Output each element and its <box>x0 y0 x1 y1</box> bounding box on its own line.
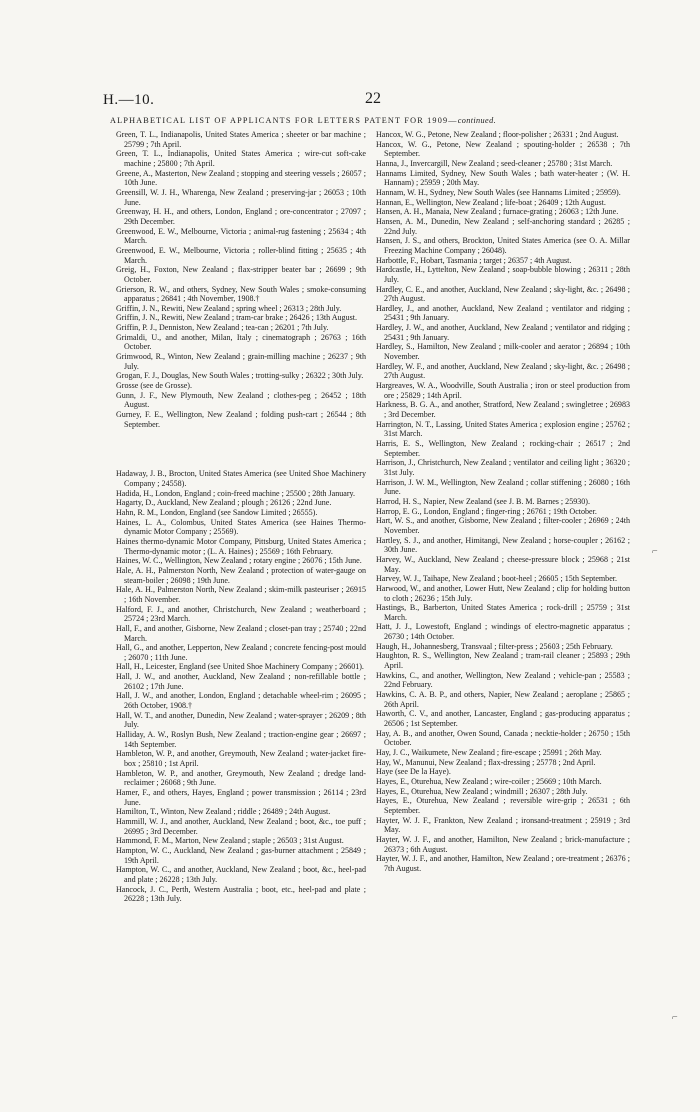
list-entry: Hayes, E., Oturehua, New Zealand ; wire-coiler ; 25669 ; 10th March. <box>376 776 602 786</box>
margin-mark: ⌐ <box>672 1012 678 1023</box>
list-entry: Griffin, P. J., Denniston, New Zealand ; tea-can ; 26201 ; 7th July. <box>116 323 329 333</box>
page-number: 22 <box>365 90 381 107</box>
list-entry: Harwood, W., and another, Lower Hutt, New Zealand ; clip for holding button to cloth ; 26236 ; 15th July. <box>376 583 630 603</box>
list-entry: Haines, L. A., Colombus, United States America (see Haines Thermo-dynamic Motor Company ; 25569). <box>116 517 366 537</box>
list-entry: Harkness, B. G. A., and another, Stratford, New Zealand ; swingletree ; 26983 ; 3rd December. <box>376 400 630 420</box>
list-entry: Hadida, H., London, England ; coin-freed machine ; 25500 ; 28th January. <box>116 488 356 498</box>
list-entry: Haye (see De la Haye). <box>376 767 451 777</box>
list-entry: Haughton, R. S., Wellington, New Zealand ; tram-rail cleaner ; 25893 ; 29th April. <box>376 651 630 671</box>
list-entry: Haines thermo-dynamic Motor Company, Pittsburg, United States America ; Thermo-dynamic motor ; (L. A. Haines) ; 25569 ; 16th February. <box>116 536 366 556</box>
list-entry: Hansen, A. M., Dunedin, New Zealand ; self-anchoring standard ; 26285 ; 22nd July. <box>376 216 630 236</box>
margin-mark: ⌐ <box>652 546 658 557</box>
list-entry: Hagarty, D., Auckland, New Zealand ; plough ; 26126 ; 22nd June. <box>116 498 332 508</box>
list-entry: Green, T. L., Indianapolis, United States America ; wire-cut soft-cake machine ; 25800 ; 7th April. <box>116 149 366 168</box>
list-entry: Hancox, W. G., Petone, New Zealand ; spouting-holder ; 26538 ; 7th September. <box>376 139 630 159</box>
list-entry: Hardley, J. W., and another, Auckland, New Zealand ; ventilator and ridging ; 25431 ; 9th January. <box>376 323 630 342</box>
list-entry: Hadaway, J. B., Brocton, United States America (see United Shoe Machinery Company ; 24558). <box>116 469 366 488</box>
list-entry: Hampton, W. C., Auckland, New Zealand ; gas-burner attachment ; 25849 ; 19th April. <box>116 845 366 865</box>
list-entry: Hardley, S., Hamilton, New Zealand ; milk-cooler and aerator ; 26894 ; 10th November. <box>376 342 630 362</box>
list-entry: Griffin, J. N., Rewiti, New Zealand ; spring wheel ; 26313 ; 28th July. <box>116 303 342 313</box>
left-column <box>116 130 366 904</box>
list-entry: Harvey, W., Auckland, New Zealand ; cheese-pressure block ; 25968 ; 21st May. <box>376 554 630 574</box>
list-entry: Hall, F., and another, Gisborne, New Zealand ; closet-pan tray ; 25740 ; 22nd March. <box>116 623 366 643</box>
list-entry: Hay, J. C., Waikumete, New Zealand ; fire-escape ; 25991 ; 26th May. <box>376 748 602 757</box>
title-continued: continued. <box>457 116 497 125</box>
left-entries-h <box>116 469 366 904</box>
list-entry: Hannam, W. H., Sydney, New South Wales (see Hannams Limited ; 25959). <box>376 187 621 197</box>
list-entry: Hancox, W. G., Petone, New Zealand ; floor-polisher ; 26331 ; 2nd August. <box>376 130 619 139</box>
list-entry: Hambleton, W. P., and another, Greymouth, New Zealand ; dredge land-reclaimer ; 26068 ; 9th June. <box>116 768 366 788</box>
list-entry: Hancock, J. C., Perth, Western Australia ; boot, etc., heel-pad and plate ; 26228 ; 13th July. <box>116 884 366 904</box>
list-entry: Hardley, C. E., and another, Auckland, New Zealand ; sky-light, &c. ; 26498 ; 27th August. <box>376 284 630 304</box>
list-entry: Hannams Limited, Sydney, New South Wales ; bath water-heater ; (W. H. Hannam) ; 25959 ; 20th May. <box>376 168 630 188</box>
list-entry: Harrison, J. W. M., Wellington, New Zealand ; collar stiffening ; 26080 ; 16th June. <box>376 477 630 497</box>
list-entry: Harrop, E. G., London, England ; finger-ring ; 26761 ; 19th October. <box>376 506 597 516</box>
page-header <box>103 92 623 112</box>
list-entry: Greenwood, E. W., Melbourne, Victoria ; roller-blind fitting ; 25635 ; 4th March. <box>116 245 366 265</box>
list-entry: Hayter, W. J. F., and another, Hamilton, New Zealand ; brick-manufacture ; 26373 ; 6th August. <box>376 834 630 854</box>
list-entry: Hambleton, W. P., and another, Greymouth, New Zealand ; water-jacket fire-box ; 25810 ; 1st April. <box>116 749 366 769</box>
list-entry: Gunn, J. F., New Plymouth, New Zealand ; clothes-peg ; 26452 ; 18th August. <box>116 390 366 410</box>
list-entry: Hay, W., Manunui, New Zealand ; flax-dressing ; 25778 ; 2nd April. <box>376 757 596 767</box>
document-code: H.—10. <box>103 92 155 108</box>
list-entry: Hardcastle, H., Lyttelton, New Zealand ; soap-bubble blowing ; 26311 ; 28th July. <box>376 265 630 284</box>
list-entry: Grierson, R. W., and others, Sydney, New South Wales ; smoke-consuming apparatus ; 26841 ; 4th November, 1908.† <box>116 284 366 304</box>
list-entry: Hayter, W. J. F., and another, Hamilton, New Zealand ; ore-treatment ; 26376 ; 7th August. <box>376 854 630 873</box>
list-entry: Grosse (see de Grosse). <box>116 381 192 391</box>
list-entry: Greensill, W. J. H., Wharenga, New Zealand ; preserving-jar ; 26053 ; 10th June. <box>116 187 366 207</box>
list-entry: Hall, J. W., and another, Auckland, New Zealand ; non-refillable bottle ; 26102 ; 17th June. <box>116 672 366 691</box>
list-entry: Hastings, B., Barberton, United States America ; rock-drill ; 25759 ; 31st March. <box>376 603 630 622</box>
list-entry: Hannan, E., Wellington, New Zealand ; life-boat ; 26409 ; 12th August. <box>376 197 606 207</box>
list-entry: Hammond, F. M., Marton, New Zealand ; staple ; 26503 ; 31st August. <box>116 836 344 846</box>
list-entry: Hardley, J., and another, Auckland, New Zealand ; ventilator and ridging ; 25431 ; 9th January. <box>376 303 630 323</box>
list-entry: Harrison, J., Christchurch, New Zealand ; ventilator and ceiling light ; 36320 ; 31st July. <box>376 458 630 477</box>
list-entry: Hardley, W. F., and another, Auckland, New Zealand ; sky-light, &c. ; 26498 ; 27th August. <box>376 361 630 381</box>
list-entry: Hayes, E., Oturehua, New Zealand ; reversible wire-grip ; 26531 ; 6th September. <box>376 796 630 815</box>
list-entry: Hall, W. T., and another, Dunedin, New Zealand ; water-sprayer ; 26209 ; 8th July. <box>116 710 366 730</box>
list-entry: Harvey, W. J., Taihape, New Zealand ; boot-heel ; 26605 ; 15th September. <box>376 574 618 584</box>
list-entry: Hahn, R. M., London, England (see Sandow Limited ; 26555). <box>116 507 318 517</box>
list-entry: Grogan, F. J., Douglas, New South Wales ; trotting-sulky ; 26322 ; 30th July. <box>116 371 364 381</box>
list-entry: Hamer, F., and others, Hayes, England ; power transmission ; 26114 ; 23rd June. <box>116 788 366 807</box>
list-entry: Hawkins, C. A. B. P., and others, Napier, New Zealand ; aeroplane ; 25865 ; 26th April. <box>376 690 630 709</box>
list-entry: Hart, W. S., and another, Gisborne, New Zealand ; filter-cooler ; 26969 ; 24th November. <box>376 516 630 535</box>
right-column <box>376 130 630 874</box>
list-entry: Hall, G., and another, Lepperton, New Zealand ; concrete fencing-post mould ; 26070 ; 11th June. <box>116 643 366 662</box>
list-entry: Greene, A., Masterton, New Zealand ; stopping and steering vessels ; 26057 ; 10th June. <box>116 168 366 188</box>
list-entry: Gurney, F. E., Wellington, New Zealand ; folding push-cart ; 26544 ; 8th September. <box>116 410 366 429</box>
list-entry: Harris, E. S., Wellington, New Zealand ; rocking-chair ; 26517 ; 2nd September. <box>376 439 630 458</box>
list-entry: Haugh, H., Johannesberg, Transvaal ; filter-press ; 25603 ; 25th February. <box>376 641 613 651</box>
list-entry: Greig, H., Foxton, New Zealand ; flax-stripper beater bar ; 26699 ; 9th October. <box>116 265 366 284</box>
page-title <box>110 116 650 125</box>
left-entries-g <box>116 130 366 429</box>
section-gap <box>116 429 366 469</box>
list-entry: Hartley, S. J., and another, Himitangi, New Zealand ; horse-coupler ; 26162 ; 30th June. <box>376 535 630 555</box>
list-entry: Hanna, J., Invercargill, New Zealand ; seed-cleaner ; 25780 ; 31st March. <box>376 158 613 168</box>
list-entry: Harrod, H. S., Napier, New Zealand (see J. B. M. Barnes ; 25930). <box>376 496 590 506</box>
list-entry: Greenway, H. H., and others, London, England ; ore-concentrator ; 27097 ; 29th December. <box>116 207 366 226</box>
list-entry: Hale, A. H., Palmerston North, New Zealand ; skim-milk pasteuriser ; 26915 ; 16th November. <box>116 585 366 604</box>
list-entry: Hall, H., Leicester, England (see United Shoe Machinery Company ; 26601). <box>116 662 364 672</box>
list-entry: Grimwood, R., Winton, New Zealand ; grain-milling machine ; 26237 ; 9th July. <box>116 352 366 371</box>
list-entry: Hall, J. W., and another, London, England ; detachable wheel-rim ; 26095 ; 26th October, 1908.† <box>116 691 366 711</box>
list-entry: Greenwood, E. W., Melbourne, Victoria ; animal-rug fastening ; 25634 ; 4th March. <box>116 226 366 246</box>
list-entry: Grimaldi, U., and another, Milan, Italy ; cinematograph ; 26763 ; 16th October. <box>116 332 366 352</box>
list-entry: Hammill, W. J., and another, Auckland, New Zealand ; boot, &c., toe puff ; 26995 ; 3rd December. <box>116 816 366 836</box>
list-entry: Hatt, J. J., Lowestoft, England ; windings of electro-magnetic apparatus ; 26730 ; 14th October. <box>376 622 630 642</box>
list-entry: Hamilton, T., Winton, New Zealand ; riddle ; 26489 ; 24th August. <box>116 807 331 817</box>
title-main: ALPHABETICAL LIST OF APPLICANTS FOR LETTERS PATENT FOR 1909— <box>110 116 458 125</box>
list-entry: Halford, F. J., and another, Christchurch, New Zealand ; weatherboard ; 25724 ; 23rd March. <box>116 604 366 624</box>
list-entry: Harrington, N. T., Lassing, United States America ; explosion engine ; 25762 ; 31st March. <box>376 419 630 439</box>
list-entry: Green, T. L., Indianapolis, United States America ; sheeter or bar machine ; 25799 ; 7th April. <box>116 130 366 149</box>
list-entry: Harbottle, F., Hobart, Tasmania ; target ; 26357 ; 4th August. <box>376 255 572 265</box>
list-entry: Hargreaves, W. A., Woodville, South Australia ; iron or steel production from ore ; 25829 ; 14th April. <box>376 381 630 400</box>
list-entry: Hansen, J. S., and others, Brockton, United States America (see O. A. Millar Freezing Machine Company ; 26048). <box>376 236 630 255</box>
list-entry: Halliday, A. W., Roslyn Bush, New Zealand ; traction-engine gear ; 26697 ; 14th September. <box>116 730 366 749</box>
list-entry: Hawkins, C., and another, Wellington, New Zealand ; vehicle-pan ; 25583 ; 22nd February. <box>376 670 630 690</box>
list-entry: Griffin, J. N., Rewiti, New Zealand ; tram-car brake ; 26426 ; 13th August. <box>116 313 357 323</box>
list-entry: Hampton, W. C., and another, Auckland, New Zealand ; boot, &c., heel-pad and plate ; 26228 ; 13th July. <box>116 865 366 884</box>
list-entry: Hayter, W. J. F., Frankton, New Zealand ; ironsand-treatment ; 25919 ; 3rd May. <box>376 815 630 835</box>
list-entry: Haines, W. C., Wellington, New Zealand ; rotary engine ; 26076 ; 15th June. <box>116 556 362 566</box>
list-entry: Hale, A. H., Palmerston North, New Zealand ; protection of water-gauge on steam-boiler ; 26098 ; 19th June. <box>116 565 366 585</box>
list-entry: Hansen, A. H., Manaia, New Zealand ; furnace-grating ; 26063 ; 12th June. <box>376 207 619 217</box>
list-entry: Hayes, E., Oturehua, New Zealand ; windmill ; 26307 ; 28th July. <box>376 786 588 796</box>
list-entry: Hay, A. B., and another, Owen Sound, Canada ; necktie-holder ; 26750 ; 15th October. <box>376 728 630 748</box>
list-entry: Haworth, C. V., and another, Lancaster, England ; gas-producing apparatus ; 26506 ; 1st September. <box>376 709 630 729</box>
